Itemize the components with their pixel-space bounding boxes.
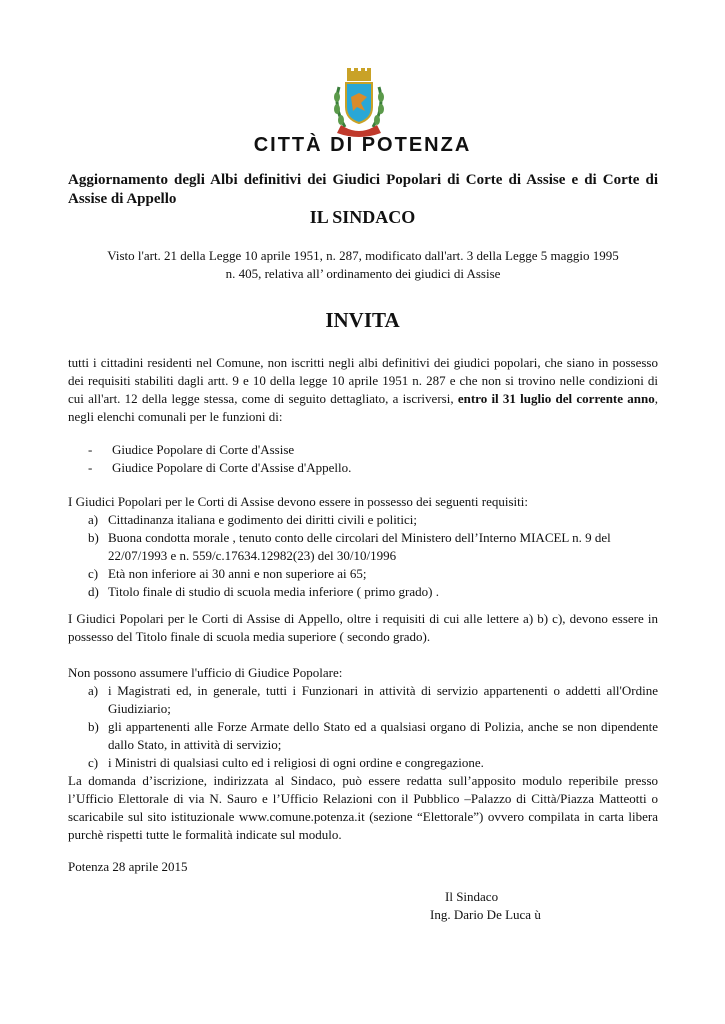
- invita-heading: INVITA: [325, 308, 400, 332]
- signature-name: Ing. Dario De Luca ù: [430, 907, 541, 922]
- city-title: CITTÀ DI POTENZA: [253, 134, 472, 156]
- list-marker: b): [88, 530, 99, 545]
- requirements-list: [68, 511, 658, 601]
- list-item: [88, 511, 658, 529]
- list-marker: c): [88, 566, 99, 581]
- exclusions-list: [68, 682, 658, 772]
- list-item: [88, 718, 658, 754]
- list-marker: c): [88, 755, 99, 770]
- document-subject: Aggiornamento degli Albi definitivi dei Giudici Popolari di Corte di Assise e di Corte di Assise di Appello: [68, 172, 658, 207]
- list-item-text: Età non inferiore ai 30 anni e non superiore ai 65;: [108, 566, 367, 581]
- list-item-text: gli appartenenti alle Forze Armate dello Stato ed a qualsiasi organo di Polizia, anche se non dipendente dallo Stato, in attività di servizio;: [108, 719, 658, 752]
- date-line: Potenza 28 aprile 2015: [68, 859, 188, 874]
- coat-of-arms-icon: [331, 67, 387, 137]
- list-item-text: Giudice Popolare di Corte d'Assise d'Appello.: [112, 460, 352, 475]
- list-item: [88, 459, 351, 477]
- list-item-text: i Ministri di qualsiasi culto ed i religiosi di ogni ordine e congregazione.: [108, 755, 484, 770]
- list-marker: -: [88, 442, 93, 457]
- legal-reference-line-2: n. 405, relativa all’ ordinamento dei giudici di Assise: [225, 266, 501, 281]
- list-item-text: Titolo finale di studio di scuola media inferiore ( primo grado) .: [108, 584, 439, 599]
- list-marker: b): [88, 719, 99, 734]
- list-marker: -: [88, 460, 93, 475]
- exclusions-section: [68, 664, 658, 772]
- legal-reference: [68, 247, 658, 283]
- list-item-text: Giudice Popolare di Corte d'Assise: [112, 442, 295, 457]
- appeal-requirements-paragraph: I Giudici Popolari per le Corti di Assise di Appello, oltre i requisiti di cui alle lettere a) b) c), devono essere in possesso del Titolo finale di scuola media superiore ( secondo grado).: [68, 611, 658, 644]
- issuer-heading: IL SINDACO: [309, 207, 416, 227]
- intro-paragraph: [68, 354, 658, 426]
- deadline-text: entro il 31 luglio del corrente anno: [457, 391, 655, 406]
- requirements-intro: I Giudici Popolari per le Corti di Assise devono essere in possesso dei seguenti requisiti:: [68, 494, 528, 509]
- list-item: [88, 583, 658, 601]
- intro-text-after: , negli elenchi comunali per le funzioni di:: [68, 391, 658, 424]
- functions-list: [88, 441, 351, 477]
- application-paragraph: La domanda d’iscrizione, indirizzata al Sindaco, può essere redatta sull’apposito modulo reperibile presso l’Ufficio Elettorale di via N. Sauro e l’Ufficio Relazioni con il Pubblico –Palazzo di Città/Piazza Matteotti o scaricabile sul sito istituzionale www.comune.potenza.it (sezione “Elettorale”) ovvero compilata in carta libera purchè rispetti tutte le formalità indicate sul modulo.: [68, 773, 658, 842]
- list-item-text: i Magistrati ed, in generale, tutti i Funzionari in attività di servizio appartenenti o addetti all'Ordine Giudiziario;: [108, 683, 658, 716]
- list-marker: d): [88, 584, 99, 599]
- list-item: [88, 754, 658, 772]
- list-item-text: Buona condotta morale , tenuto conto delle circolari del Ministero dell’Interno MIACEL n. 9 del 22/07/1993 e n. 559/c.17634.12982(23) del 30/10/1996: [108, 530, 611, 563]
- intro-text-before: tutti i cittadini residenti nel Comune, non iscritti negli albi definitivi dei giudici popolari, che siano in possesso dei requisiti stabiliti dagli artt. 9 e 10 della legge 10 aprile 1951 n. 287 e che non si trovino nelle condizioni di cui all'art. 12 della legge stessa, come di seguito dettagliato, a iscriversi,: [68, 355, 658, 406]
- list-item: [88, 529, 658, 565]
- list-marker: a): [88, 683, 99, 698]
- list-marker: a): [88, 512, 99, 527]
- signature-title: Il Sindaco: [445, 889, 499, 904]
- list-item: [88, 441, 351, 459]
- exclusions-intro: Non possono assumere l'ufficio di Giudice Popolare:: [68, 665, 343, 680]
- list-item-text: Cittadinanza italiana e godimento dei diritti civili e politici;: [108, 512, 418, 527]
- legal-reference-line-1: Visto l'art. 21 della Legge 10 aprile 1951, n. 287, modificato dall'art. 3 della Legge 5 maggio 1995: [107, 248, 619, 263]
- list-item: [88, 682, 658, 718]
- list-item: [88, 565, 658, 583]
- requirements-section: [68, 493, 658, 601]
